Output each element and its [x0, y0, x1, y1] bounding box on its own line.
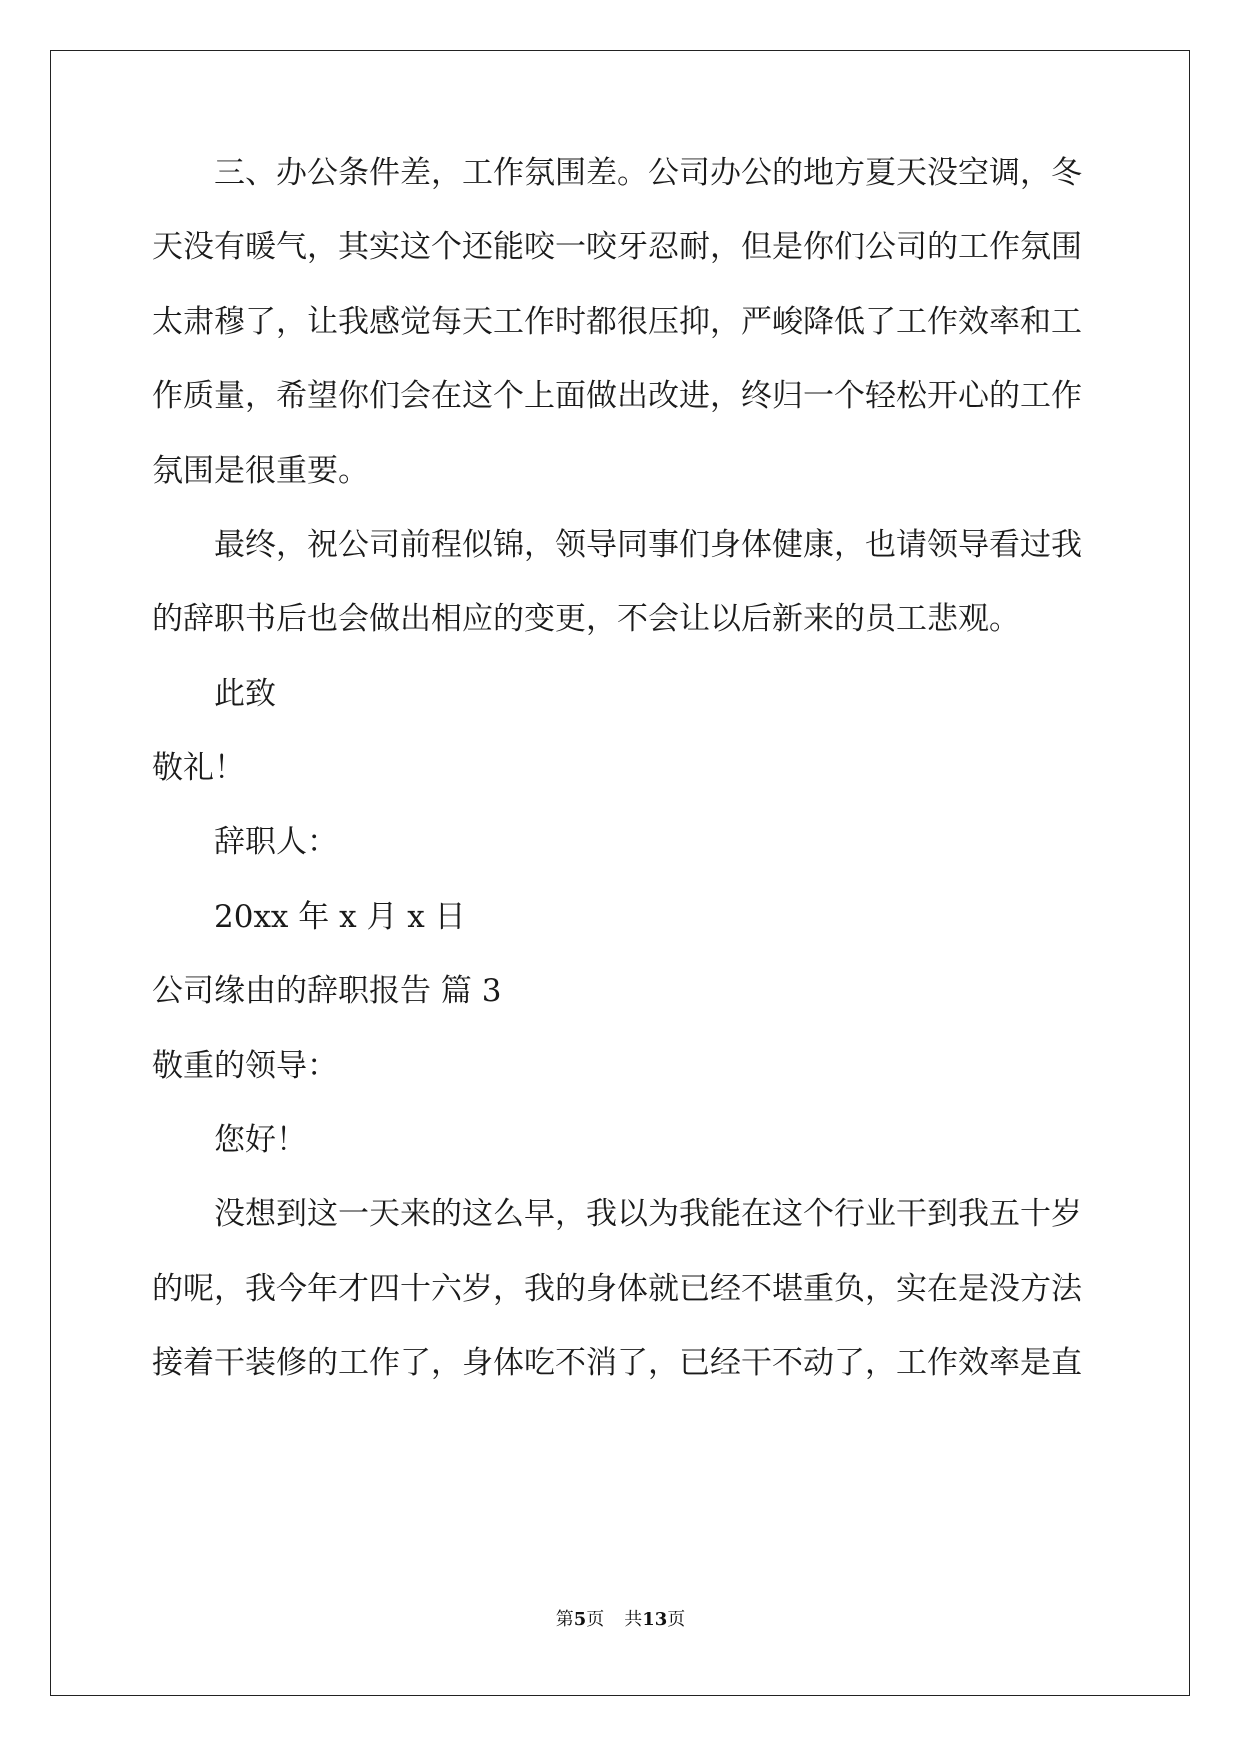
paragraph-line: 接着干装修的工作了，身体吃不消了，已经干不动了，工作效率是直 [152, 1345, 1082, 1381]
page-total-unit: 页 [667, 1609, 686, 1630]
page-border [50, 50, 1190, 1696]
greeting: 您好！ [214, 1122, 307, 1158]
page-total-prefix: 共 [624, 1609, 643, 1630]
paragraph-line: 最终，祝公司前程似锦，领导同事们身体健康，也请领导看过我 [214, 527, 1082, 563]
signature-label: 辞职人： [214, 824, 338, 860]
paragraph-line: 作质量，希望你们会在这个上面做出改进，终归一个轻松开心的工作 [152, 378, 1082, 414]
page-number-unit: 页 [586, 1609, 605, 1630]
page-footer [0, 1608, 1241, 1632]
paragraph-line: 太肃穆了，让我感觉每天工作时都很压抑，严峻降低了工作效率和工 [152, 304, 1082, 340]
page-number-total: 13 [642, 1609, 668, 1630]
date-line: 20xx 年 x 月 x 日 [214, 899, 466, 935]
page-number-current: 5 [573, 1609, 587, 1630]
paragraph-line: 三、办公条件差，工作氛围差。公司办公的地方夏天没空调，冬 [214, 155, 1082, 191]
paragraph-line: 的呢，我今年才四十六岁，我的身体就已经不堪重负，实在是没方法 [152, 1271, 1082, 1307]
paragraph-line: 天没有暖气，其实这个还能咬一咬牙忍耐，但是你们公司的工作氛围 [152, 229, 1082, 265]
section-heading: 公司缘由的辞职报告 篇 3 [152, 973, 502, 1009]
closing-salutation: 此致 [214, 676, 276, 712]
paragraph-line: 氛围是很重要。 [152, 453, 369, 489]
closing-regards: 敬礼！ [152, 750, 245, 786]
paragraph-line: 的辞职书后也会做出相应的变更，不会让以后新来的员工悲观。 [152, 601, 1020, 637]
greeting-recipient: 敬重的领导： [152, 1048, 338, 1084]
page-number-prefix: 第 [555, 1609, 574, 1630]
paragraph-line: 没想到这一天来的这么早，我以为我能在这个行业干到我五十岁 [214, 1196, 1082, 1232]
